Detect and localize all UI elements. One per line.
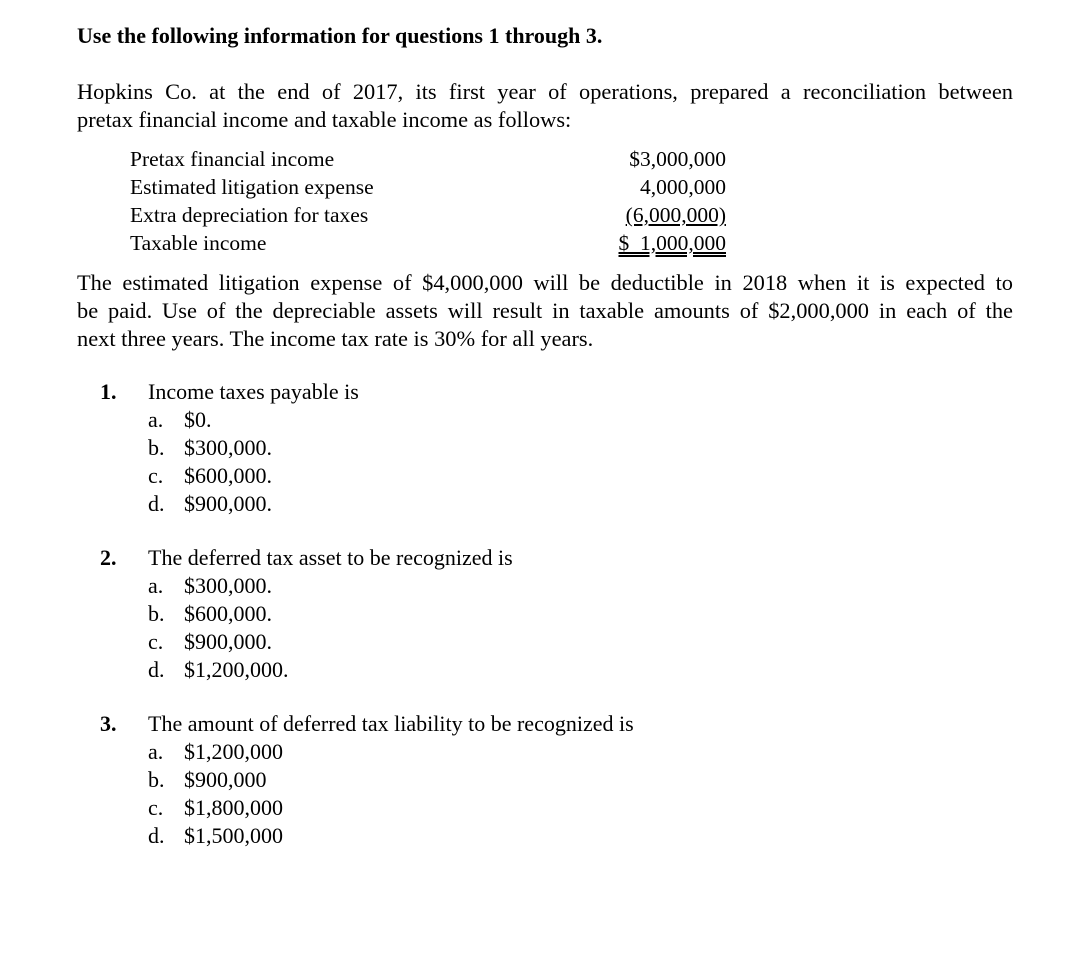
option-letter: d.	[148, 823, 165, 848]
answer-option	[148, 462, 272, 490]
reconciliation-row	[130, 173, 726, 201]
answer-options	[148, 406, 272, 518]
answer-option	[148, 628, 289, 656]
question-stem: The deferred tax asset to be recognized is	[148, 545, 513, 570]
intro-line: Hopkins Co. at the end of 2017, its first year of operations, prepared a reconciliation between	[77, 79, 1013, 104]
option-letter: d.	[148, 491, 165, 516]
option-letter: b.	[148, 601, 165, 626]
info-paragraph	[77, 269, 1013, 353]
reconciliation-label: Pretax financial income	[130, 147, 335, 171]
option-letter: c.	[148, 795, 164, 820]
info-line: next three years. The income tax rate is 30% for all years.	[77, 326, 594, 351]
reconciliation-row	[130, 145, 726, 173]
option-text: $1,800,000	[184, 795, 283, 820]
option-text: $900,000	[184, 767, 267, 792]
intro-paragraph	[77, 78, 1013, 134]
answer-option	[148, 766, 283, 794]
option-letter: c.	[148, 463, 164, 488]
reconciliation-label: Estimated litigation expense	[130, 175, 374, 199]
option-letter: a.	[148, 407, 164, 432]
question-number: 2.	[100, 545, 117, 570]
option-text: $300,000.	[184, 573, 272, 598]
option-letter: d.	[148, 657, 165, 682]
reconciliation-value: 4,000,000	[640, 175, 726, 199]
option-text: $0.	[184, 407, 212, 432]
answer-option	[148, 572, 289, 600]
reconciliation-value: $3,000,000	[629, 147, 726, 171]
section-heading: Use the following information for questions 1 through 3.	[77, 23, 603, 48]
answer-options	[148, 572, 289, 684]
option-text: $1,200,000	[184, 739, 283, 764]
reconciliation-value: (6,000,000)	[625, 203, 726, 227]
intro-line: pretax financial income and taxable income as follows:	[77, 107, 572, 132]
option-text: $600,000.	[184, 601, 272, 626]
option-letter: a.	[148, 573, 164, 598]
answer-option	[148, 794, 283, 822]
answer-option	[148, 600, 289, 628]
option-letter: a.	[148, 739, 164, 764]
question-number: 1.	[100, 379, 117, 404]
reconciliation-table	[130, 145, 726, 257]
option-text: $1,200,000.	[184, 657, 289, 682]
answer-option	[148, 656, 289, 684]
question-number: 3.	[100, 711, 117, 736]
question-stem: Income taxes payable is	[148, 379, 359, 404]
reconciliation-row	[130, 201, 726, 229]
option-letter: c.	[148, 629, 164, 654]
option-text: $600,000.	[184, 463, 272, 488]
answer-option	[148, 406, 272, 434]
option-text: $900,000.	[184, 629, 272, 654]
reconciliation-row	[130, 229, 726, 257]
info-line: be paid. Use of the depreciable assets will result in taxable amounts of $2,000,000 in each of the	[77, 298, 1013, 323]
option-letter: b.	[148, 767, 165, 792]
answer-option	[148, 490, 272, 518]
option-text: $900,000.	[184, 491, 272, 516]
info-line: The estimated litigation expense of $4,000,000 will be deductible in 2018 when it is expected to	[77, 270, 1013, 295]
answer-options	[148, 738, 283, 850]
question-stem: The amount of deferred tax liability to be recognized is	[148, 711, 634, 736]
answer-option	[148, 822, 283, 850]
answer-option	[148, 738, 283, 766]
reconciliation-label: Taxable income	[130, 231, 267, 255]
option-letter: b.	[148, 435, 165, 460]
option-text: $1,500,000	[184, 823, 283, 848]
option-text: $300,000.	[184, 435, 272, 460]
reconciliation-total-value: $ 1,000,000	[618, 231, 726, 255]
reconciliation-label: Extra depreciation for taxes	[130, 203, 369, 227]
answer-option	[148, 434, 272, 462]
